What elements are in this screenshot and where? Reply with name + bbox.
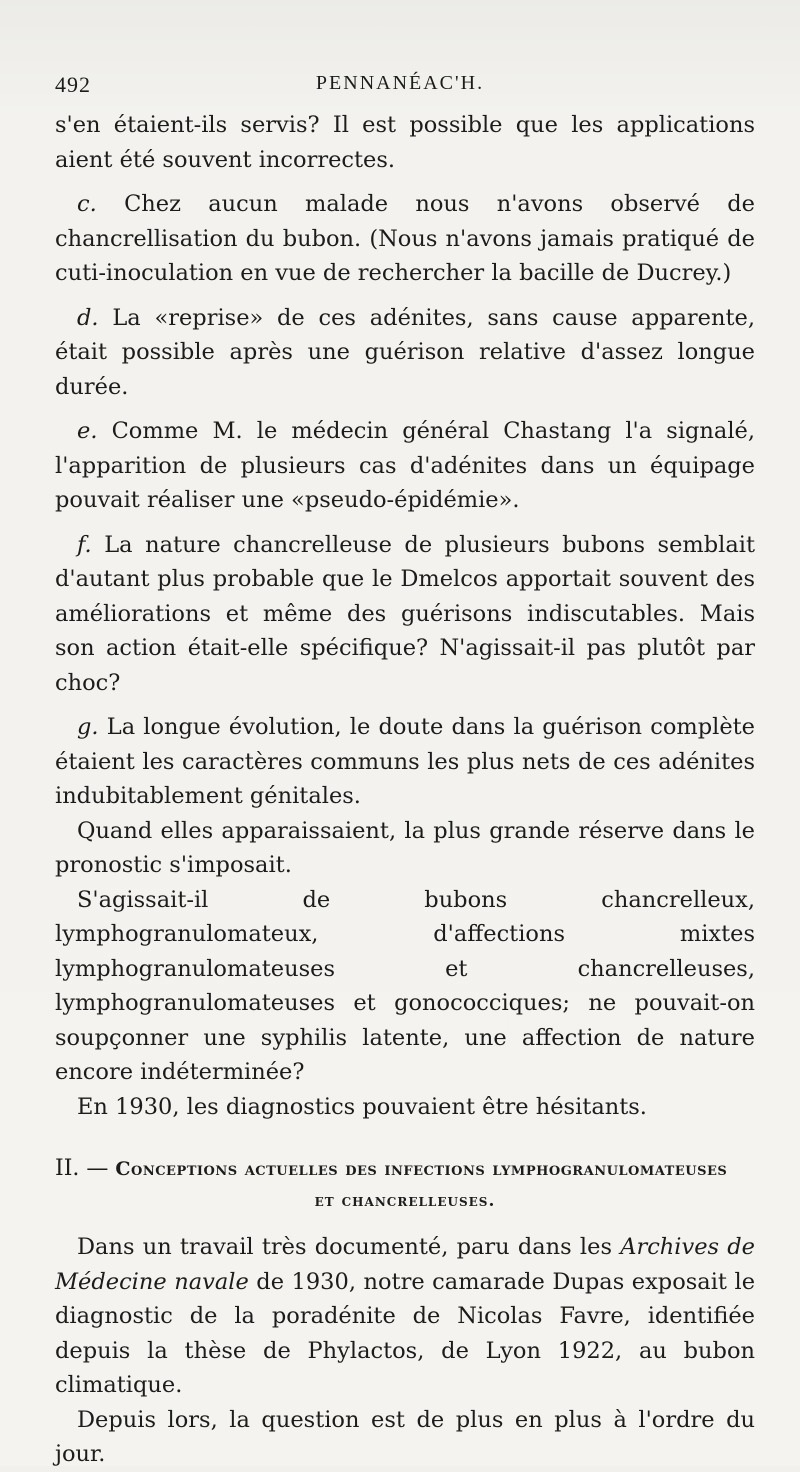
page-body bbox=[55, 108, 755, 1472]
item-letter-e: e. bbox=[77, 418, 98, 444]
paragraph-depuis: Depuis lors, la question est de plus en plus à l'ordre du jour. bbox=[55, 1406, 755, 1467]
item-letter-c: c. bbox=[77, 191, 97, 217]
item-letter-g: g. bbox=[77, 714, 99, 740]
section-dash: — bbox=[86, 1156, 109, 1181]
section-number: II. bbox=[55, 1156, 80, 1181]
dupas-text-end: de 1930, notre camarade Dupas exposait le diagnostic de la poradénite de Nicolas Favre, identifiée depuis la thèse de Phylactos, de Lyon 1922, au bubon climatique. bbox=[55, 1268, 756, 1398]
paragraph-item-e bbox=[55, 414, 755, 518]
paragraph-item-c bbox=[55, 187, 755, 291]
page-number: 492 bbox=[55, 72, 91, 97]
paragraph-continuation: s'en étaient-ils servis? Il est possible que les applications aient été souvent incorrectes. bbox=[55, 112, 755, 173]
item-letter-d: d. bbox=[77, 304, 99, 331]
paragraph-item-d bbox=[55, 301, 755, 405]
paragraph-sagissait: S'agissait-il de bubons chancrelleux, lymphogranulomateux, d'affections mixtes lymphogranulomateuses et chancrelleuses, lymphogranulomateuses et gonococciques; ne pouvait-on soupçonner une syphilis latente, une affection de nature encore indéterminée? bbox=[55, 886, 755, 1085]
dupas-text-start: Dans un travail très documenté, paru dans les bbox=[77, 1234, 621, 1260]
item-letter-f: f. bbox=[77, 531, 92, 558]
section-heading bbox=[55, 1152, 755, 1186]
paragraph-1930: En 1930, les diagnostics pouvaient être hésitants. bbox=[77, 1093, 647, 1120]
section-title-line1: Conceptions actuelles des infections lymphogranulomateuses bbox=[115, 1158, 728, 1180]
item-text-d: La «reprise» de ces adénites, sans cause apparente, était possible après une guérison relative d'assez longue durée. bbox=[55, 304, 755, 400]
section-title-line2: et chancrelleuses. bbox=[314, 1191, 496, 1211]
page-header bbox=[55, 72, 745, 102]
journal-title: Archives de Médecine navale bbox=[55, 1234, 755, 1295]
paragraph-dupas bbox=[55, 1230, 755, 1403]
running-head: PENNANÉAC'H. bbox=[315, 72, 485, 94]
paragraph-item-f bbox=[55, 528, 755, 701]
paragraph-item-g bbox=[55, 710, 755, 814]
item-text-c: Chez aucun malade nous n'avons observé de chancrellisation du bubon. (Nous n'avons jamais pratiqué de cuti-inoculation en vue de rechercher la bacille de Ducrey.) bbox=[55, 191, 755, 286]
item-text-e: Comme M. le médecin général Chastang l'a signalé, l'apparition de plusieurs cas d'adénites dans un équipage pouvait réaliser une «pseudo-épidémie». bbox=[55, 418, 755, 513]
item-text-f: La nature chancrelleuse de plusieurs bubons semblait d'autant plus probable que le Dmelcos apportait souvent des améliorations et même des guérisons indiscutables. Mais son action était-elle spécifique? N'agissait-il pas plutôt par choc? bbox=[55, 531, 756, 696]
item-text-g: La longue évolution, le doute dans la guérison complète étaient les caractères communs les plus nets de ces adénites indubitablement génitales. bbox=[55, 714, 755, 809]
paragraph-quand: Quand elles apparaissaient, la plus grande réserve dans le pronostic s'imposait. bbox=[55, 817, 755, 878]
